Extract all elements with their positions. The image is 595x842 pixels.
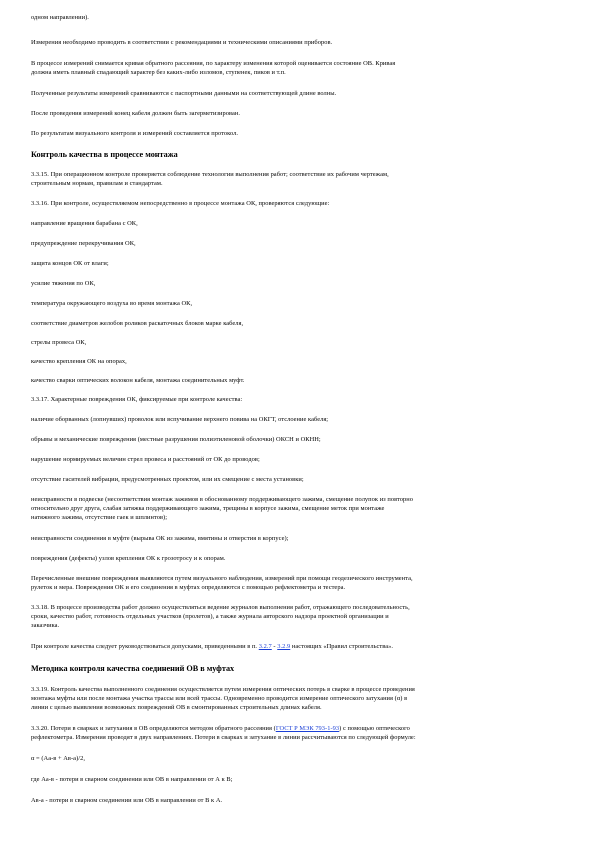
text-line: 3.3.16. При контроле, осуществляемом непосредственно в процессе монтажа ОК, проверяются следующие: bbox=[31, 200, 330, 207]
text-fragment: - bbox=[271, 643, 278, 650]
list-item: качество крепления ОК на опорах, bbox=[31, 358, 127, 365]
section-heading: Контроль качества в процессе монтажа bbox=[31, 150, 178, 159]
text-line: строительным нормам, правилам и стандартам. bbox=[31, 180, 163, 187]
list-item: стрелы провеса ОК, bbox=[31, 339, 87, 346]
text-line: Aв-a - потери в сварном соединении или ОВ в направлении от В к А. bbox=[31, 797, 223, 804]
text-line: заказчика. bbox=[31, 622, 60, 629]
list-item: неисправности в подвеске (несоответствия монтаж зажимов в обоснованному поддерживающего зажима, смещение полупок из повторно bbox=[31, 496, 413, 503]
text-line: Полученные результаты измерений сравниваются с паспортными данными на соответствующей длине волны. bbox=[31, 90, 337, 97]
list-item: отсутствие гасителей вибрации, предусмотренных проектом, или их смещение с места установки; bbox=[31, 476, 304, 483]
text-line: В процессе измерений снимается кривая обратного рассеяния, по характеру изменения которой оценивается состояние ОВ. Кривая bbox=[31, 60, 396, 67]
list-item: обрывы и механические повреждения (местные разрушения полиэтиленовой оболочки) ОКСН и ОКНН; bbox=[31, 436, 321, 443]
text-line-with-links bbox=[31, 643, 577, 651]
text-line: рулеток и мера. Повреждения ОК и его соединения в муфтах определяются с помощью рефлектометра и тестера. bbox=[31, 584, 346, 591]
link-3-2-7[interactable]: 3.2.7 bbox=[258, 643, 272, 650]
text-line: монтажа муфты или после монтажа участка трассы или всей трассы. Одновременно проводится измерение оптического затухания (α) в bbox=[31, 695, 408, 702]
list-item: повреждения (дефекты) узлов крепления ОК к грозотросу и к опорам. bbox=[31, 555, 226, 562]
list-item: усилие тяжения по ОК, bbox=[31, 280, 96, 287]
list-item: нарушение нормируемых величин стрел провеса и расстояний от ОК до проводов; bbox=[31, 456, 260, 463]
text-line: 3.3.15. При операционном контроле проверяется соблюдение технологии выполнения работ; соответствие их рабочим чертежам, bbox=[31, 171, 389, 178]
link-3-2-9[interactable]: 3.2.9 bbox=[277, 643, 291, 650]
list-item: натяжного зажима, отсутствие гаек и шплинтов); bbox=[31, 514, 168, 521]
text-line-with-link bbox=[31, 725, 577, 733]
list-item: неисправности соединения в муфте (вырыва ОК из зажима, вмятины и отверстия в корпусе); bbox=[31, 535, 289, 542]
text-line: Измерения необходимо проводить в соответствии с рекомендациями и техническими описаниями приборов. bbox=[31, 39, 333, 46]
text-line: где Aa-в - потери в сварном соединении или ОВ в направлении от А к В; bbox=[31, 776, 233, 783]
list-item: наличие оборванных (лопнувших) проволок или вспучивание верхнего повива на ОКГТ, отслоение кабеля; bbox=[31, 416, 329, 423]
list-item: качество сварки оптических волокон кабеля, монтажа соединительных муфт. bbox=[31, 377, 245, 384]
text-line: одном направлении). bbox=[31, 14, 89, 21]
text-fragment: настоящих «Правил строительства». bbox=[290, 643, 394, 650]
text-line: линии с целью выявления возможных повреждений ОВ в смонтированных строительных длинах кабеля. bbox=[31, 704, 322, 711]
list-item: относительно друг друга, слабая затяжка поддерживающего зажима, трещины в корпусе зажима, смещение меток при монтаже bbox=[31, 505, 385, 512]
text-line: По результатам визуального контроля и измерений составляется протокол. bbox=[31, 130, 239, 137]
list-item: соответствие диаметров желобов роликов раскаточных блоков марке кабеля, bbox=[31, 320, 244, 327]
formula: α = (Aa-в + Aв-a)/2, bbox=[31, 755, 85, 762]
list-item: температура окружающего воздуха во время монтажа ОК, bbox=[31, 300, 193, 307]
gost-link[interactable]: ГОСТ Р МЭК 793-1-93 bbox=[275, 725, 340, 732]
section-heading: Методика контроля качества соединений ОВ в муфтах bbox=[31, 664, 235, 673]
text-line: сроки, качество работ, готовность отдельных участков (пролетов), а также журнала авторского надзора проектной организации и bbox=[31, 613, 389, 620]
text-fragment: ) с помощью оптического bbox=[339, 725, 410, 732]
list-item: защита концов ОК от влаги; bbox=[31, 260, 109, 267]
text-fragment: 3.3.20. Потери в сварках и затухания в ОВ определяются методом обратного рассеяния ( bbox=[31, 725, 276, 732]
text-line: 3.3.18. В процессе производства работ должно осуществляться ведение журналов выполнения работ, отражающего последовательность, bbox=[31, 604, 410, 611]
list-item: предупреждение перекручивания ОК, bbox=[31, 240, 136, 247]
text-fragment: При контроле качества следует руководствоваться допусками, приведенными в п. bbox=[31, 643, 258, 650]
text-line: После проведения измерений конец кабеля должен быть загерметизирован. bbox=[31, 110, 240, 117]
text-line: 3.3.17. Характерные повреждения ОК, фиксируемые при контроле качества: bbox=[31, 396, 243, 403]
text-line: должна иметь плавный спадающий характер без каких-либо изломов, ступенек, пиков и т.п. bbox=[31, 69, 286, 76]
text-line: Перечисленные внешние повреждения выявляются путем визуального наблюдения, измерений при помощи геодезического инструмента, bbox=[31, 575, 413, 582]
text-line: 3.3.19. Контроль качества выполненного соединения осуществляется путем измерения оптических потерь в сварке в процессе проведения bbox=[31, 686, 415, 693]
list-item: направление вращения барабана с ОК, bbox=[31, 220, 138, 227]
text-line: рефлектометра. Измерения проводят в двух направлениях. Потери в сварках и затухание в линии рассчитываются по следующей формуле: bbox=[31, 734, 416, 741]
